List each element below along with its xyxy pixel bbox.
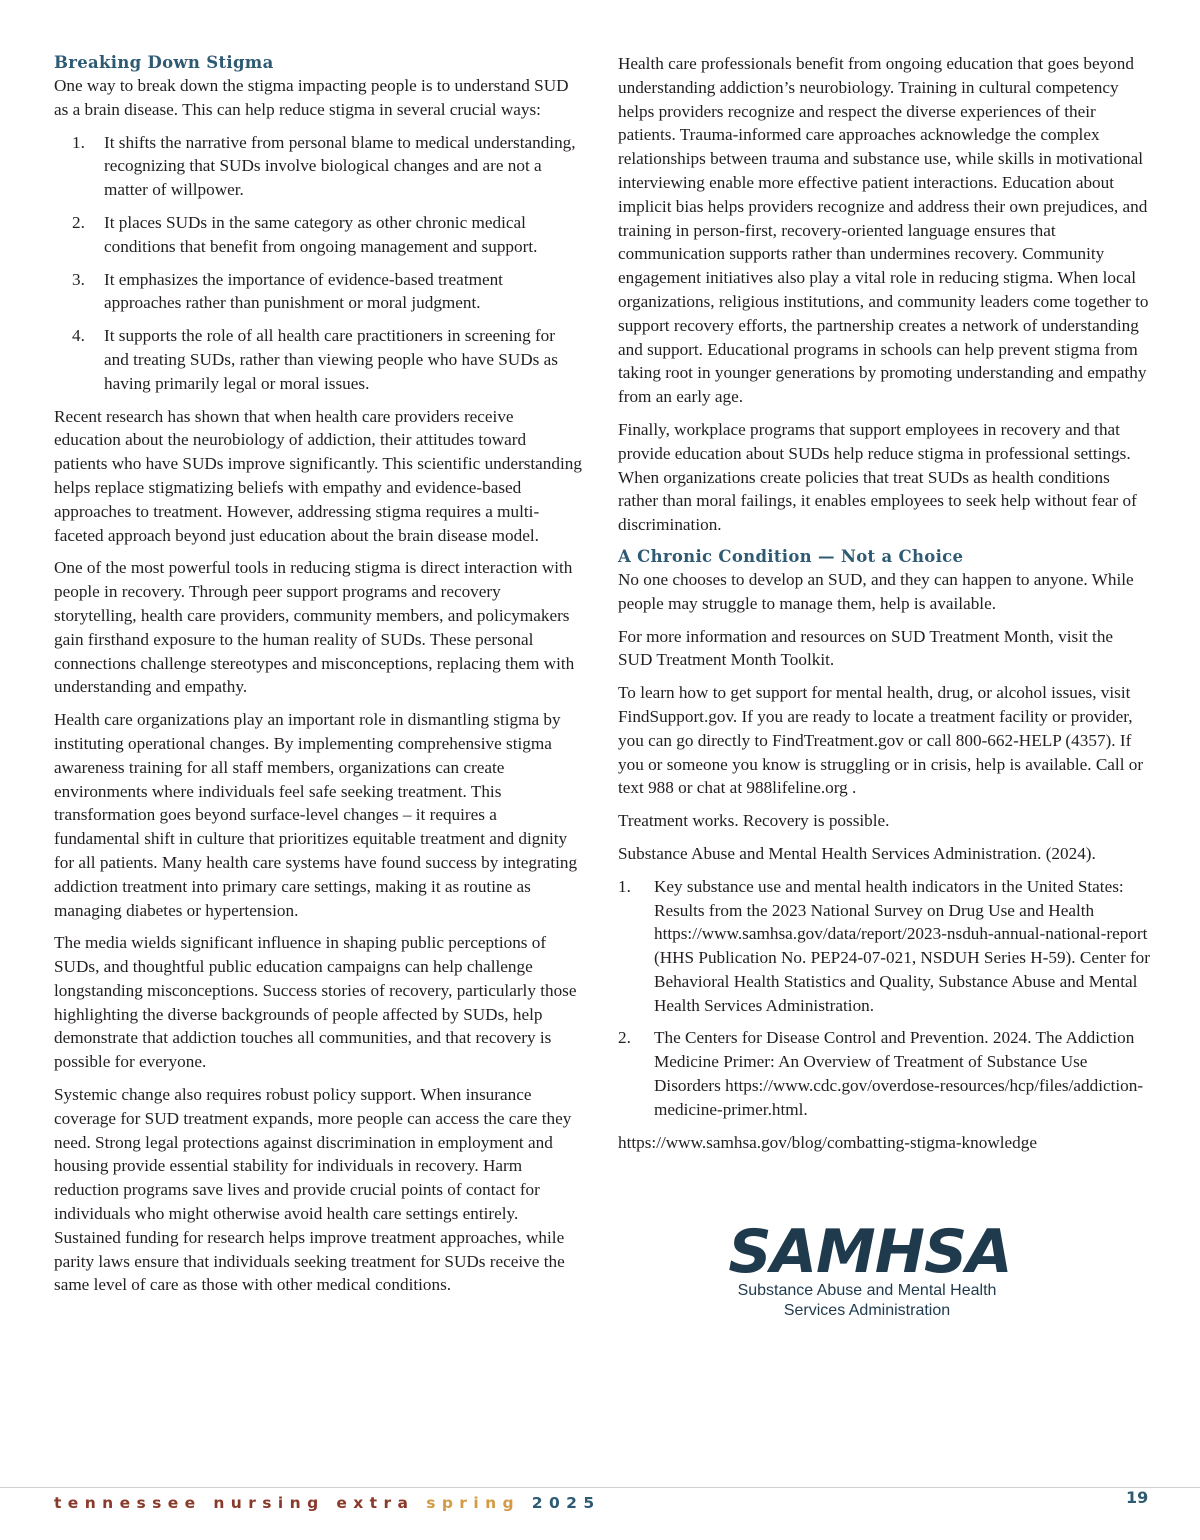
intro-paragraph: One way to break down the stigma impacting people is to understand SUD as a brain disease. This can help reduce stigma in several crucial ways:: [54, 76, 569, 119]
logo-wordmark: SAMHSA: [728, 1217, 1012, 1287]
section-heading-breaking-down-stigma: Breaking Down Stigma: [54, 53, 274, 72]
body-paragraph: Recent research has shown that when health care providers receive education about the neurobiology of addiction, their attitudes toward patients who have SUDs improve significantly. This scientific understanding helps replace stigmatizing beliefs with empathy and evidence-based approaches to treatment. However, addressing stigma requires a multi-faceted approach beyond just education about the brain disease model.: [54, 406, 582, 545]
samhsa-logo: [722, 1212, 1012, 1332]
list-item: 2. It places SUDs in the same category as other chronic medical conditions that benefit from ongoing management and support.: [72, 212, 538, 256]
body-paragraph: The media wields significant influence in shaping public perceptions of SUDs, and thoughtful public education campaigns can help challenge longstanding misconceptions. Success stories of recovery, particularly those highlighting the diverse backgrounds of people affected by SUDs, help demonstrate that addiction touches all communities, and that recovery is possible for everyone.: [54, 933, 577, 1072]
body-paragraph: Systemic change also requires robust policy support. When insurance coverage for SUD treatment expands, more people can access the care they need. Strong legal protections against discrimination in employment and housing provide essential stability for individuals in recovery. Harm reduction programs save lives and provide crucial points of contact for individuals who might otherwise avoid health care settings entirely. Sustained funding for research helps improve treatment approaches, while parity laws ensure that individuals seeking treatment for SUDs receive the same level of care as those with other medical conditions.: [54, 1085, 572, 1295]
stigma-list: [54, 131, 582, 396]
page-number: 19: [1126, 1488, 1149, 1507]
body-paragraph: One of the most powerful tools in reducing stigma is direct interaction with people in recovery. Through peer support programs and recovery storytelling, health care providers, community members, and policymakers gain firsthand exposure to the human reality of SUDs. These personal connections challenge stereotypes and misconceptions, replacing them with understanding and empathy.: [54, 558, 575, 697]
section-heading-chronic-condition: A Chronic Condition — Not a Choice: [618, 546, 964, 566]
source-url: https://www.samhsa.gov/blog/combatting-stigma-knowledge: [618, 1132, 1037, 1152]
list-item: 4. It supports the role of all health care practitioners in screening for and treating SUDs, rather than viewing people who have SUDs as having primarily legal or moral issues.: [72, 326, 558, 393]
citation-paragraph: Substance Abuse and Mental Health Services Administration. (2024).: [618, 843, 1096, 863]
body-paragraph: Health care organizations play an important role in dismantling stigma by instituting operational changes. By implementing comprehensive stigma awareness training for all staff members, organizations can create environments where individuals feel safe seeking treatment. This transformation goes beyond surface-level changes – it requires a fundamental shift in culture that prioritizes equitable treatment and dignity for all patients. Many health care systems have found success by integrating addiction treatment into primary care settings, making it as routine as managing diabetes or hypertension.: [54, 710, 578, 920]
body-paragraph: No one chooses to develop an SUD, and they can happen to anyone. While people may struggle to manage them, help is available.: [618, 569, 1134, 613]
footer-year: 2025: [531, 1494, 601, 1512]
body-paragraph: To learn how to get support for mental health, drug, or alcohol issues, visit FindSupport.gov. If you are ready to locate a treatment facility or provider, you can go directly to FindTreatment.gov or call 800-662-HELP (4357). If you or someone you know is struggling or in crisis, help is available. Call or text 988 or chat at 988lifeline.org .: [618, 683, 1144, 798]
footer-season: spring: [426, 1494, 520, 1512]
reference-item: 2. The Centers for Disease Control and Prevention. 2024. The Addiction Medicine Primer: An Overview of Treatment of Substance Use Disorders https://www.cdc.gov/overdose-resources/hcp/files/addiction-medicine-primer.html.: [618, 1028, 1144, 1119]
list-item: 3. It emphasizes the importance of evidence-based treatment approaches rather than punishment or moral judgment.: [72, 269, 503, 313]
footer-divider: [0, 1487, 1200, 1488]
left-column: [54, 52, 582, 1306]
reference-list: [618, 875, 1150, 1122]
logo-tagline-line2: Services Administration: [783, 1302, 951, 1319]
right-column: [618, 52, 1150, 1163]
reference-item: 1. Key substance use and mental health indicators in the United States: Results from the 2023 National Survey on Drug Use and Health https://www.samhsa.gov/data/report/2023-nsduh-annual-national-report (HHS Publication No. PEP24-07-021, NSDUH Series H-59). Center for Behavioral Health Statistics and Quality, Substance Abuse and Mental Health Services Administration.: [618, 876, 1151, 1015]
body-paragraph: Health care professionals benefit from ongoing education that goes beyond understanding addiction’s neurobiology. Training in cultural competency helps providers recognize and respect the diverse experiences of their patients. Trauma-informed care approaches acknowledge the complex relationships between trauma and substance use, while skills in motivational interviewing enable more effective patient interactions. Education about implicit bias helps providers recognize and address their own prejudices, and training in person-first, recovery-oriented language ensures that communication supports rather than undermines recovery. Community engagement initiatives also play a vital role in reducing stigma. When local organizations, religious institutions, and community leaders come together to support recovery efforts, the partnership creates a network of understanding and support. Educational programs in schools can help prevent stigma from taking root in younger generations by promoting understanding and empathy from an early age.: [618, 54, 1149, 407]
footer-publication: [54, 1494, 601, 1512]
list-item: 1. It shifts the narrative from personal blame to medical understanding, recognizing that SUDs involve biological changes and are not a matter of willpower.: [72, 132, 576, 200]
body-paragraph: For more information and resources on SUD Treatment Month, visit the SUD Treatment Month Toolkit.: [618, 626, 1114, 670]
logo-tagline-line1: Substance Abuse and Mental Health: [737, 1282, 997, 1299]
body-paragraph: Finally, workplace programs that support employees in recovery and that provide education about SUDs help reduce stigma in professional settings. When organizations create policies that treat SUDs as health conditions rather than moral failings, it enables employees to seek help without fear of discrimination.: [618, 419, 1137, 535]
footer-publication-name: tennessee nursing extra: [54, 1494, 415, 1512]
body-paragraph: Treatment works. Recovery is possible.: [618, 811, 890, 831]
